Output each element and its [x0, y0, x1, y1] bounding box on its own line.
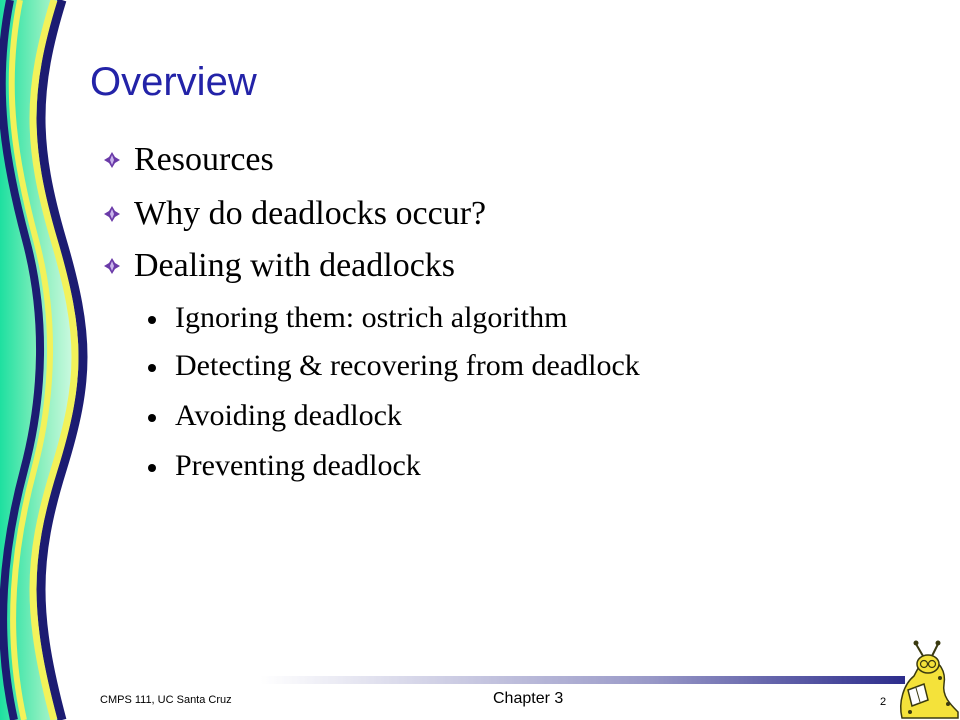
round-bullet-icon: [148, 316, 156, 324]
diamond-bullet-icon: [104, 206, 120, 222]
sub-bullet-text: Preventing deadlock: [175, 449, 421, 482]
wavy-border-decoration: [0, 0, 92, 720]
bullet-text: Resources: [134, 141, 274, 178]
sub-bullet-text: Detecting & recovering from deadlock: [175, 349, 640, 382]
round-bullet-icon: [148, 364, 156, 372]
footer-chapter: Chapter 3: [493, 690, 564, 707]
round-bullet-icon: [148, 414, 156, 422]
sub-bullet-text: Avoiding deadlock: [175, 399, 402, 432]
bullet-text: Why do deadlocks occur?: [134, 195, 487, 232]
slide-title: Overview: [90, 60, 257, 104]
round-bullet-icon: [148, 464, 156, 472]
footer-course: CMPS 111, UC Santa Cruz: [100, 694, 232, 706]
banana-slug-mascot-icon: [888, 638, 960, 720]
diamond-bullet-icon: [104, 152, 120, 168]
bullet-text: Dealing with deadlocks: [134, 247, 456, 284]
page-number: 2: [880, 696, 887, 708]
sub-bullet-text: Ignoring them: ostrich algorithm: [175, 301, 568, 334]
diamond-bullet-icon: [104, 258, 120, 274]
footer-divider: [260, 676, 905, 684]
